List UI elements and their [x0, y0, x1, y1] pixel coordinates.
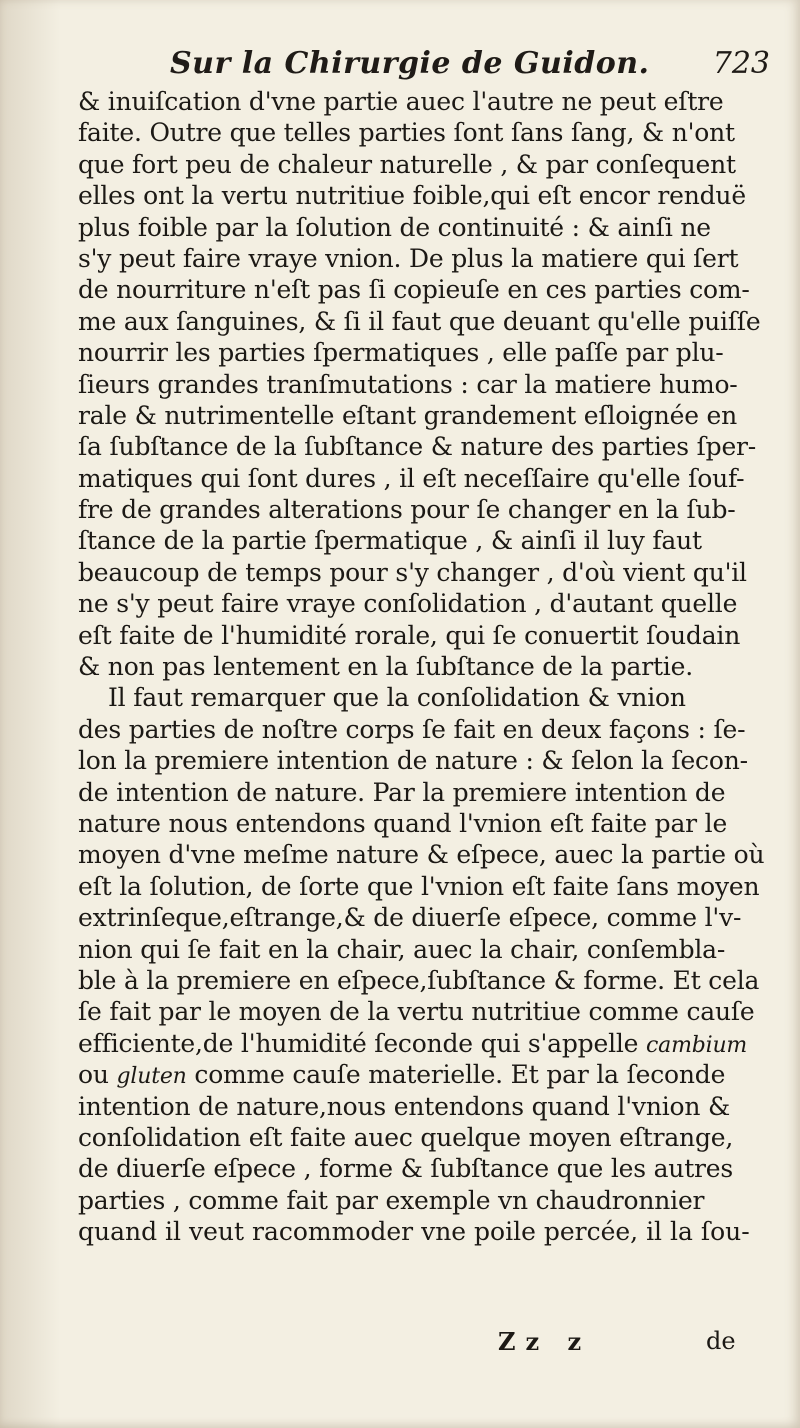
- page-number: 723: [712, 46, 770, 81]
- text-line: matiques qui ſont dures , il eſt neceſſaire qu'elle ſouf-: [78, 463, 745, 493]
- text-line: s'y peut faire vraye vnion. De plus la matiere qui ſert: [78, 243, 739, 273]
- text-line: que fort peu de chaleur naturelle , & par conſequent: [78, 149, 736, 179]
- text-line: quand il veut racommoder vne poile percée, il la ſou-: [78, 1217, 750, 1247]
- text-line: nourrir les parties ſpermatiques , elle paſſe par plu-: [78, 338, 724, 368]
- text-line: ne s'y peut faire vraye conſolidation , d'autant quelle: [78, 589, 738, 619]
- text-line: & inuiſcation d'vne partie auec l'autre ne peut eſtre: [78, 87, 724, 116]
- text-line: eſt faite de l'humidité rorale, qui ſe conuertit ſoudain: [78, 620, 741, 650]
- text-line: ble à la premiere en eſpece,ſubſtance & forme. Et cela: [78, 965, 760, 995]
- text-line-part: ou: [78, 1060, 109, 1090]
- italic-term-cambium: cambium: [646, 1032, 748, 1058]
- text-line: me aux ſanguines, & ſi il faut que deuant qu'elle puiſſe: [78, 306, 761, 336]
- text-line: faite. Outre que telles parties ſont ſans ſang, & n'ont: [78, 118, 735, 148]
- italic-term-gluten: gluten: [116, 1064, 187, 1090]
- text-line: [78, 1028, 768, 1059]
- text-line: nion qui ſe fait en la chair, auec la chair, conſembla-: [78, 934, 726, 964]
- text-line: ſieurs grandes tranſmutations : car la matiere humo-: [78, 369, 738, 399]
- text-line: de intention de nature. Par la premiere intention de: [78, 777, 726, 807]
- text-line: extrinſeque,eſtrange,& de diuerſe eſpece, comme l'v-: [78, 903, 742, 933]
- text-line: [78, 1059, 768, 1090]
- text-line-part: comme cauſe materielle. Et par la ſeconde: [194, 1060, 726, 1090]
- catchword: de: [706, 1327, 736, 1355]
- text-line: plus foible par la ſolution de continuité : & ainſi ne: [78, 212, 711, 242]
- text-line: des parties de noſtre corps ſe fait en deux façons : ſe-: [78, 714, 746, 744]
- text-line: & non pas lentement en la ſubſtance de la partie.: [78, 652, 693, 682]
- text-line: ſa ſubſtance de la ſubſtance & nature des parties ſper-: [78, 432, 757, 462]
- text-line: ſe fait par le moyen de la vertu nutritiue comme cauſe: [78, 997, 755, 1027]
- paragraph-start-line: Il faut remarquer que la conſolidation & vnion: [108, 683, 686, 713]
- text-line: intention de nature,nous entendons quand l'vnion &: [78, 1091, 731, 1121]
- text-line: nature nous entendons quand l'vnion eſt faite par le: [78, 808, 728, 838]
- text-line: fre de grandes alterations pour ſe changer en la ſub-: [78, 495, 736, 525]
- text-line: de diuerſe eſpece , forme & ſubſtance que les autres: [78, 1154, 734, 1184]
- text-line: lon la premiere intention de nature : & ſelon la ſecon-: [78, 746, 748, 776]
- text-line: conſolidation eſt faite auec quelque moyen eſtrange,: [78, 1122, 734, 1152]
- running-title: Sur la Chirurgie de Guidon.: [170, 46, 650, 81]
- text-line: ſtance de la partie ſpermatique , & ainſi il luy faut: [78, 526, 702, 556]
- body-text: [78, 86, 768, 1247]
- text-line-part: efficiente,de l'humidité ſeconde qui s'appelle: [78, 1028, 639, 1058]
- text-line: de nourriture n'eſt pas ſi copieuſe en ces parties com-: [78, 275, 750, 305]
- text-line: parties , comme fait par exemple vn chaudronnier: [78, 1185, 705, 1215]
- signature-mark: Zz z: [498, 1327, 592, 1356]
- text-line: rale & nutrimentelle eſtant grandement eſloignée en: [78, 400, 738, 430]
- text-line: elles ont la vertu nutritiue foible,qui eſt encor renduë: [78, 181, 746, 211]
- text-line: moyen d'vne meſme nature & eſpece, auec la partie où: [78, 840, 765, 870]
- text-line: beaucoup de temps pour s'y changer , d'où vient qu'il: [78, 557, 747, 587]
- page-edge-shadow: [0, 0, 60, 1428]
- text-line: eſt la ſolution, de ſorte que l'vnion eſt faite ſans moyen: [78, 871, 760, 901]
